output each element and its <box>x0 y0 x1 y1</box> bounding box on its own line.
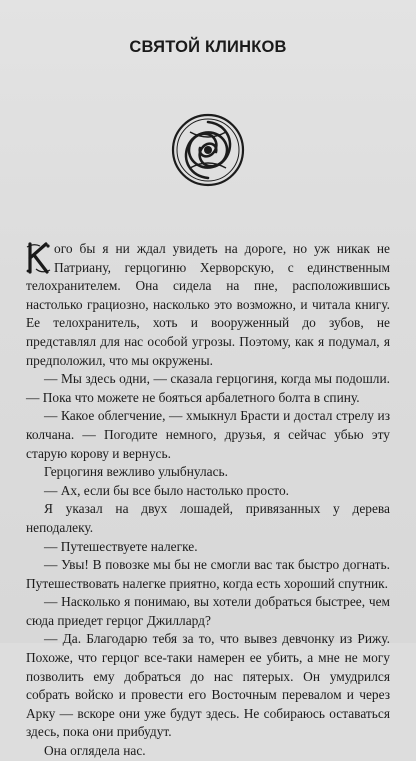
chapter-title: СВЯТОЙ КЛИНКОВ <box>129 38 287 56</box>
paragraph-2: — Мы здесь одни, — сказала герцогиня, когда мы подошли. — Пока что можете не бояться арбалетного болта в спину. <box>26 371 390 405</box>
paragraph-3: — Какое облегчение, — хмыкнул Брасти и достал стрелу из колчана. — Погодите немного, друзья, я сейчас убью эту старую корову и вернусь. <box>26 408 390 461</box>
paragraph-1-text: ого бы я ни ждал увидеть на дороге, но уж никак не Патриану, герцогиню Херворскую, с единственным телохранителем. Она сидела на пне, расположившись настолько грациозно, насколько это возможно, и читала книгу. Ее телохранитель, хоть и вооруженный до зубов, не представлял для нас особой угрозы. Поэтому, как я подумал, я предположил, что мы окружены. <box>26 241 390 368</box>
paragraph-10: — Да. Благодарю тебя за то, что вывез девчонку из Рижу. Похоже, что герцог все-таки намерен ее убить, а мне не могу позволить ему добраться до нас пятерых. Он умудрился собрать войско и провести его Восточным перевалом и через Арку — вскоре они уже будут здесь. Не собираюсь оставаться здесь, пока они прибудут. <box>26 631 390 740</box>
paragraph-9: — Насколько я понимаю, вы хотели добраться быстрее, чем сюда приедет герцог Джиллард? <box>26 594 390 628</box>
ornate-dropcap-letter <box>26 242 51 274</box>
paragraph-1 <box>26 240 390 370</box>
paragraph-6: Я указал на двух лошадей, привязанных у дерева неподалеку. <box>26 501 390 535</box>
paragraph-11: Она оглядела нас. <box>44 743 146 759</box>
celtic-knot-medallion-icon <box>170 112 246 188</box>
chapter-text <box>26 240 390 761</box>
paragraph-5: — Ах, если бы все было настолько просто. <box>44 482 290 498</box>
paragraph-4: Герцогиня вежливо улыбнулась. <box>44 464 229 480</box>
paragraph-7: — Путешествуете налегке. <box>44 538 198 554</box>
paragraph-8: — Увы! В повозке мы бы не смогли вас так быстро догнать. Путешествовать налегке приятно, когда есть хороший спутник. <box>26 557 390 591</box>
